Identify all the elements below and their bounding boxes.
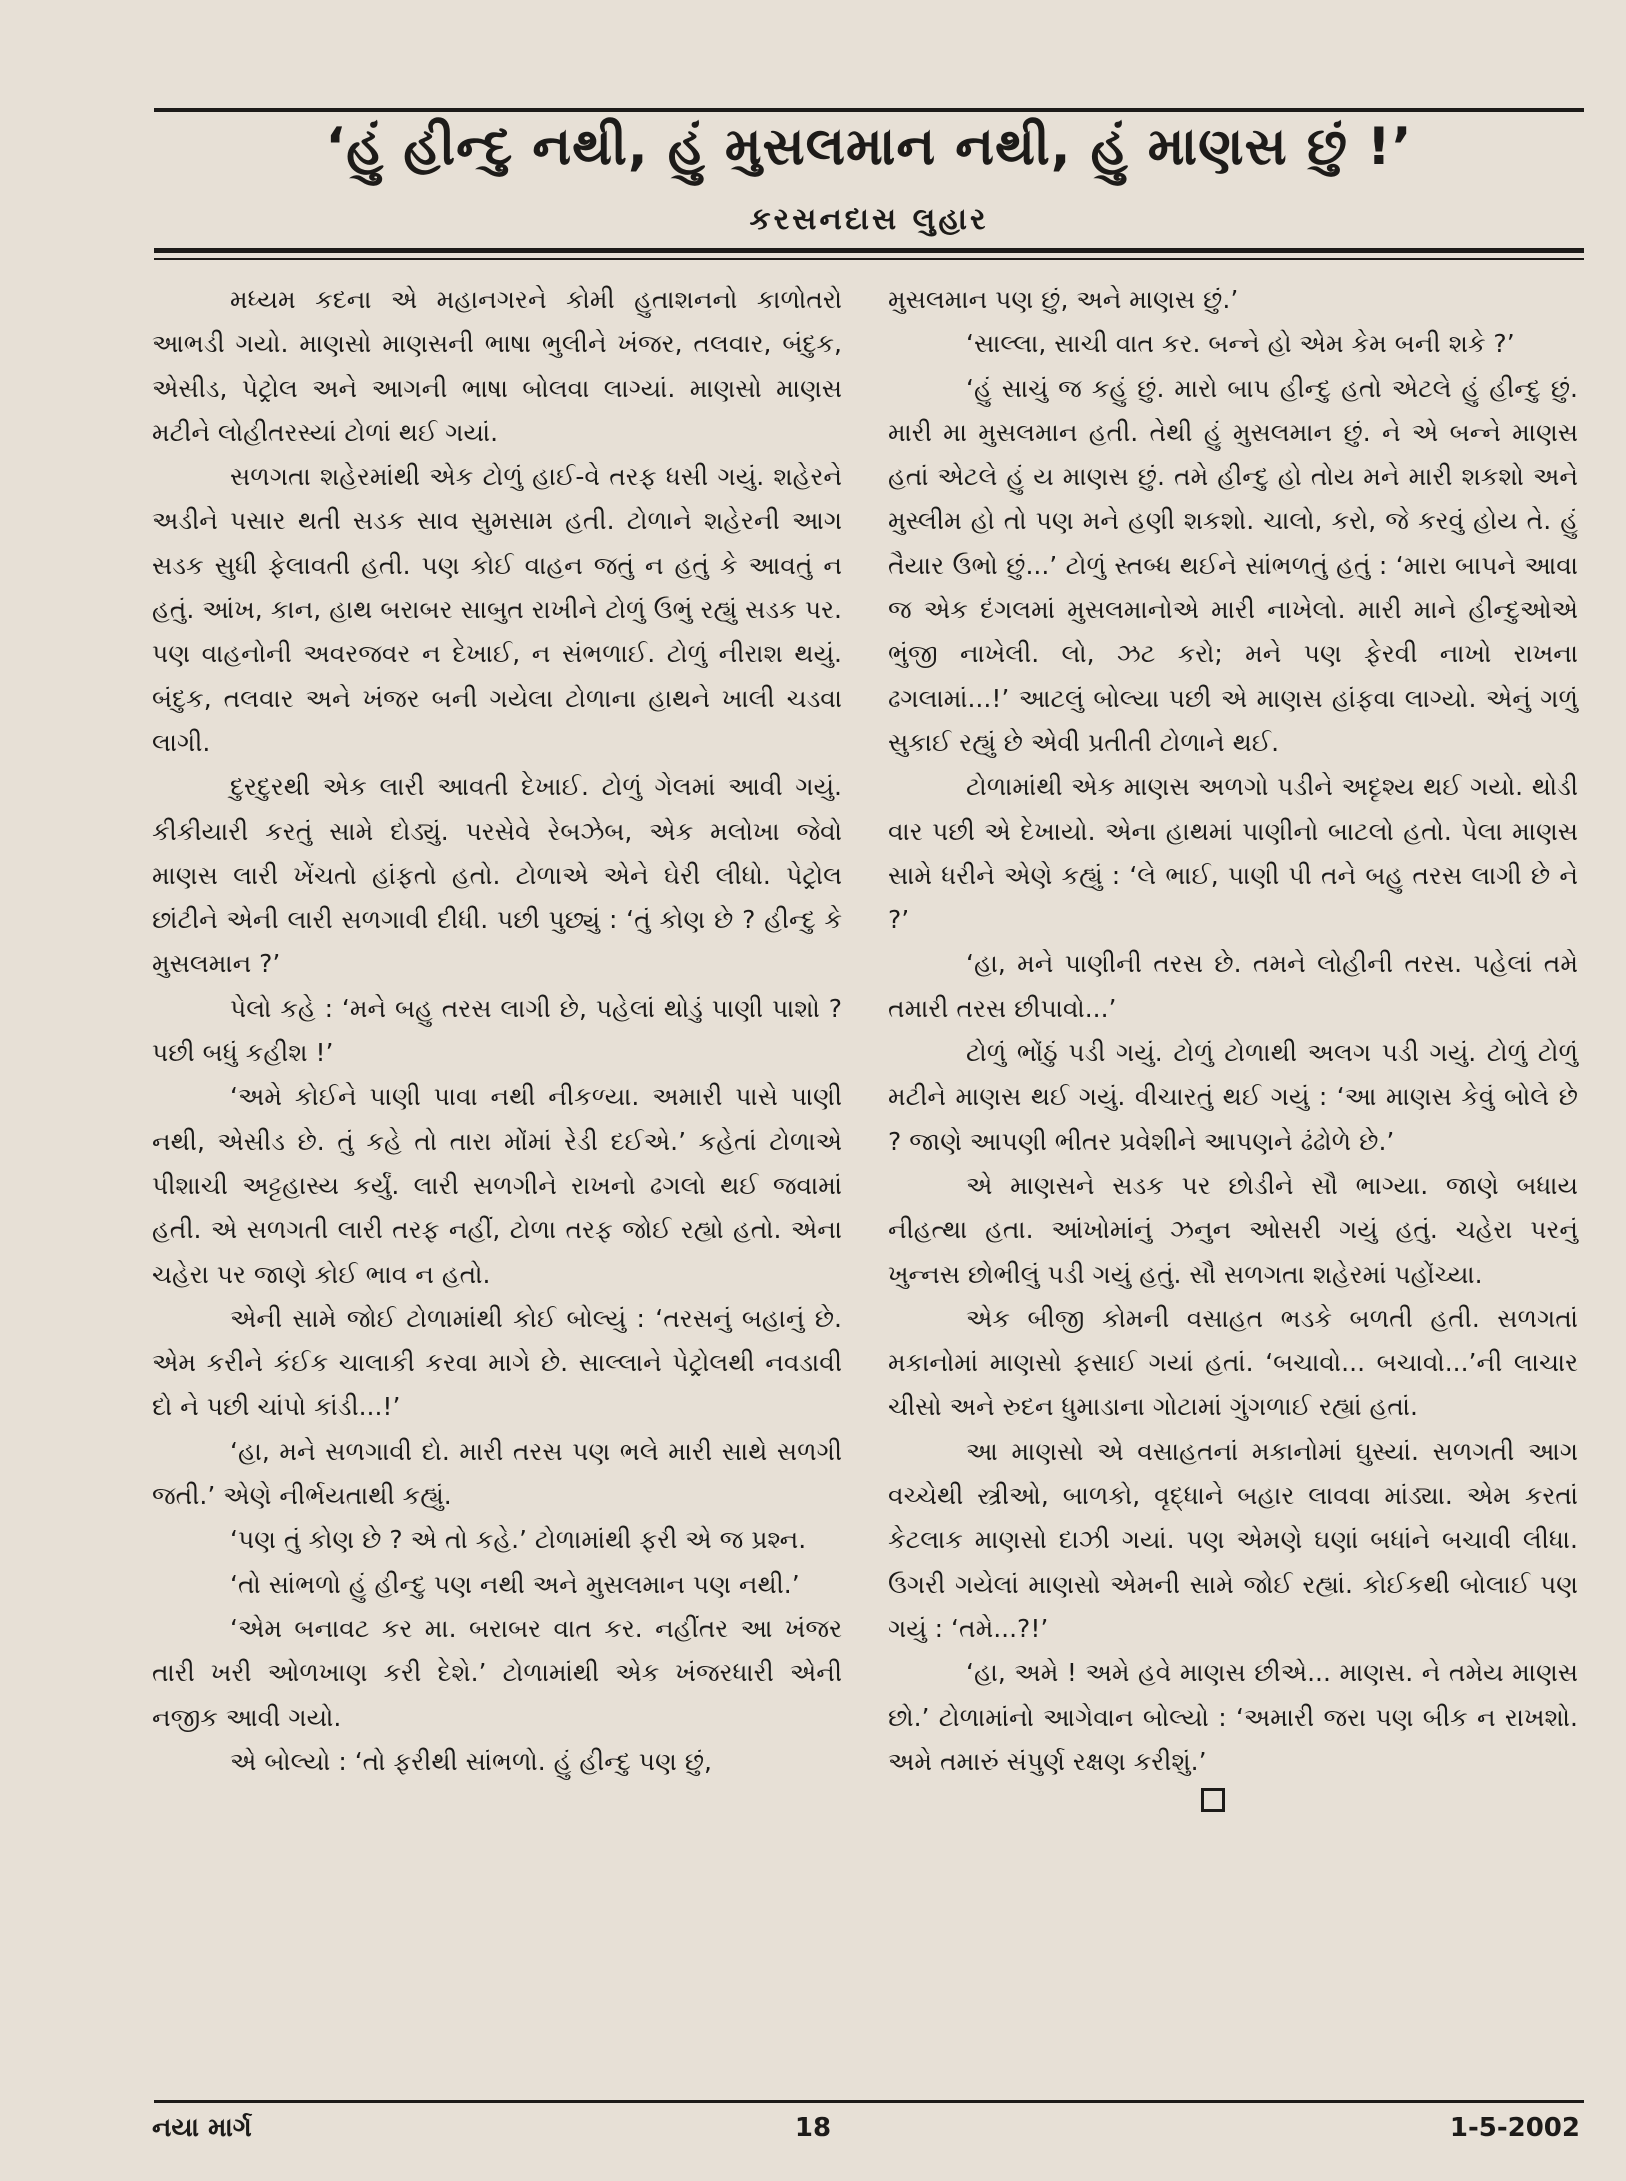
footer-rule [154, 2100, 1584, 2103]
paragraph: ટોળામાંથી એક માણસ અળગો પડીને અદૃશ્ય થઈ ગયો. થોડી વાર પછી એ દેખાયો. એના હાથમાં પાણીનો બાટલો હતો. પેલા માણસ સામે ધરીને એણે કહ્યું : ‘લે ભાઈ, પાણી પી તને બહુ તરસ લાગી છે ને ?’ [888, 772, 1578, 935]
paragraph: ‘એમ બનાવટ કર મા. બરાબર વાત કર. નહીંતર આ ખંજર તારી ખરી ઓળખાણ કરી દેશે.’ ટોળામાંથી એક ખંજરધારી એની નજીક આવી ગયો. [152, 1613, 842, 1732]
header-rule-thin [154, 258, 1584, 260]
article-author: કરસનદાસ લુહાર [749, 202, 989, 237]
end-mark-icon [1201, 1788, 1225, 1812]
paragraph: ટોળું ભોંઠું પડી ગયું. ટોળું ટોળાથી અલગ પડી ગયું. ટોળું ટોળું મટીને માણસ થઈ ગયું. વીચારતું થઈ ગયું : ‘આ માણસ કેવું બોલે છે ? જાણે આપણી ભીતર પ્રવેશીને આપણને ઢંઢોળે છે.’ [888, 1038, 1578, 1156]
article-title: ‘હું હીન્દુ નથી, હું મુસલમાન નથી, હું માણસ છું !’ [325, 117, 1413, 177]
issue-date: 1-5-2002 [1449, 2113, 1580, 2143]
paragraph: ‘અમે કોઈને પાણી પાવા નથી નીકળ્યા. અમારી પાસે પાણી નથી, એસીડ છે. તું કહે તો તારા મોંમાં રેડી દઈએ.’ કહેતાં ટોળાએ પીશાચી અટ્ટહાસ્ય કર્યું. લારી સળગીને રાખનો ઢગલો થઈ જવામાં હતી. એ સળગતી લારી તરફ નહીં, ટોળા તરફ જોઈ રહ્યો હતો. એના ચહેરા પર જાણે કોઈ ભાવ ન હતો. [152, 1082, 842, 1289]
header-rule-thick [154, 248, 1584, 253]
paragraph: એ માણસને સડક પર છોડીને સૌ ભાગ્યા. જાણે બધાય નીહત્થા હતા. આંખોમાંનું ઝનુન ઓસરી ગયું હતું. ચહેરા પરનું ખુન્નસ છોભીલું પડી ગયું હતું. સૌ સળગતા શહેરમાં પહોંચ્યા. [888, 1170, 1578, 1289]
top-rule [154, 108, 1584, 112]
paragraph: ‘હા, મને પાણીની તરસ છે. તમને લોહીની તરસ. પહેલાં તમે તમારી તરસ છીપાવો...’ [888, 949, 1578, 1023]
paragraph: ‘તો સાંભળો હું હીન્દુ પણ નથી અને મુસલમાન પણ નથી.’ [230, 1569, 800, 1599]
left-column [152, 278, 842, 1784]
paragraph: પેલો કહે : ‘મને બહુ તરસ લાગી છે, પહેલાં થોડું પાણી પાશો ? પછી બધું કહીશ !’ [152, 993, 842, 1068]
paragraph: ‘હું સાચું જ કહું છું. મારો બાપ હીન્દુ હતો એટલે હું હીન્દુ છું. મારી મા મુસલમાન હતી. તેથી હું મુસલમાન છું. ને એ બન્ને માણસ હતાં એટલે હું ય માણસ છું. તમે હીન્દુ હો તોય મને મારી શકશો અને મુસ્લીમ હો તો પણ મને હણી શકશો. ચાલો, કરો, જે કરવું હોય તે. હું તૈયાર ઉભો છું...’ ટોળું સ્તબ્ધ થઈને સાંભળતું હતું : ‘મારા બાપને આવા જ એક દંગલમાં મુસલમાનોએ મારી નાખેલો. મારી માને હીન્દુઓએ ભુંજી નાખેલી. લો, ઝટ કરો; મને પણ ફેરવી નાખો રાખના ઢગલામાં...!’ આટલું બોલ્યા પછી એ માણસ હાંફવા લાગ્યો. એનું ગળું સુકાઈ રહ્યું છે એવી પ્રતીતી ટોળાને થઈ. [888, 373, 1578, 757]
paragraph: ‘હા, અમે ! અમે હવે માણસ છીએ... માણસ. ને તમેય માણસ છો.’ ટોળામાંનો આગેવાન બોલ્યો : ‘અમારી જરા પણ બીક ન રાખશો. અમે તમારું સંપુર્ણ રક્ષણ કરીશું.’ [888, 1658, 1578, 1776]
publication-name: નયા માર્ગ [152, 2113, 252, 2143]
paragraph: એની સામે જોઈ ટોળામાંથી કોઈ બોલ્યું : ‘તરસનું બહાનું છે. એમ કરીને કંઈક ચાલાકી કરવા માગે છે. સાલ્લાને પેટ્રોલથી નવડાવી દો ને પછી ચાંપો કાંડી...!’ [152, 1303, 842, 1422]
paragraph: સળગતા શહેરમાંથી એક ટોળું હાઈ-વે તરફ ધસી ગયું. શહેરને અડીને પસાર થતી સડક સાવ સુમસામ હતી. ટોળાને શહેરની આગ સડક સુધી ફેલાવતી હતી. પણ કોઈ વાહન જતું ન હતું કે આવતું ન હતું. આંખ, કાન, હાથ બરાબર સાબુત રાખીને ટોળું ઉભું રહ્યું સડક પર. પણ વાહનોની અવરજવર ન દેખાઈ, ન સંભળાઈ. ટોળું નીરાશ થયું. બંદુક, તલવાર અને ખંજર બની ગયેલા ટોળાના હાથને ખાલી ચડવા લાગી. [152, 462, 842, 757]
right-column [888, 278, 1578, 1812]
paragraph: ‘પણ તું કોણ છે ? એ તો કહે.’ ટોળામાંથી ફરી એ જ પ્રશ્ન. [230, 1525, 807, 1555]
paragraph: દુરદુરથી એક લારી આવતી દેખાઈ. ટોળું ગેલમાં આવી ગયું. કીકીયારી કરતું સામે દોડ્યું. પરસેવે રેબઝેબ, એક મલોખા જેવો માણસ લારી ખેંચતો હાંફતો હતો. ટોળાએ એને ઘેરી લીધો. પેટ્રોલ છાંટીને એની લારી સળગાવી દીધી. પછી પુછ્યું : ‘તું કોણ છે ? હીન્દુ કે મુસલમાન ?’ [152, 772, 842, 979]
paragraph: ‘સાલ્લા, સાચી વાત કર. બન્ને હો એમ કેમ બની શકે ?’ [966, 329, 1515, 359]
paragraph-continuation: મુસલમાન પણ છું, અને માણસ છું.’ [888, 285, 1239, 314]
paragraph: એ બોલ્યો : ‘તો ફરીથી સાંભળો. હું હીન્દુ પણ છું, [230, 1746, 712, 1776]
paragraph: એક બીજી કોમની વસાહત ભડકે બળતી હતી. સળગતાં મકાનોમાં માણસો ફસાઈ ગયાં હતાં. ‘બચાવો... બચાવો...’ની લાચાર ચીસો અને રુદન ધુમાડાના ગોટામાં ગુંગળાઈ રહ્યાં હતાં. [888, 1303, 1578, 1422]
page-number: 18 [794, 2113, 832, 2143]
paragraph: આ માણસો એ વસાહતનાં મકાનોમાં ઘુસ્યાં. સળગતી આગ વચ્ચેથી સ્ત્રીઓ, બાળકો, વૃદ્ધાને બહાર લાવવા માંડ્યા. એમ કરતાં કેટલાક માણસો દાઝી ગયાં. પણ એમણે ઘણાં બધાંને બચાવી લીધા. ઉગરી ગયેલાં માણસો એમની સામે જોઈ રહ્યાં. કોઈકથી બોલાઈ પણ ગયું : ‘તમે...?!’ [888, 1436, 1578, 1643]
paragraph: ‘હા, મને સળગાવી દો. મારી તરસ પણ ભલે મારી સાથે સળગી જતી.’ એણે નીર્ભયતાથી કહ્યું. [152, 1436, 842, 1511]
paragraph: મધ્યમ કદના એ મહાનગરને કોમી હુતાશનનો કાળોતરો આભડી ગયો. માણસો માણસની ભાષા ભુલીને ખંજર, તલવાર, બંદુક, એસીડ, પેટ્રોલ અને આગની ભાષા બોલવા લાગ્યાં. માણસો માણસ મટીને લોહીતરસ્યાં ટોળાં થઈ ગયાં. [152, 285, 842, 447]
